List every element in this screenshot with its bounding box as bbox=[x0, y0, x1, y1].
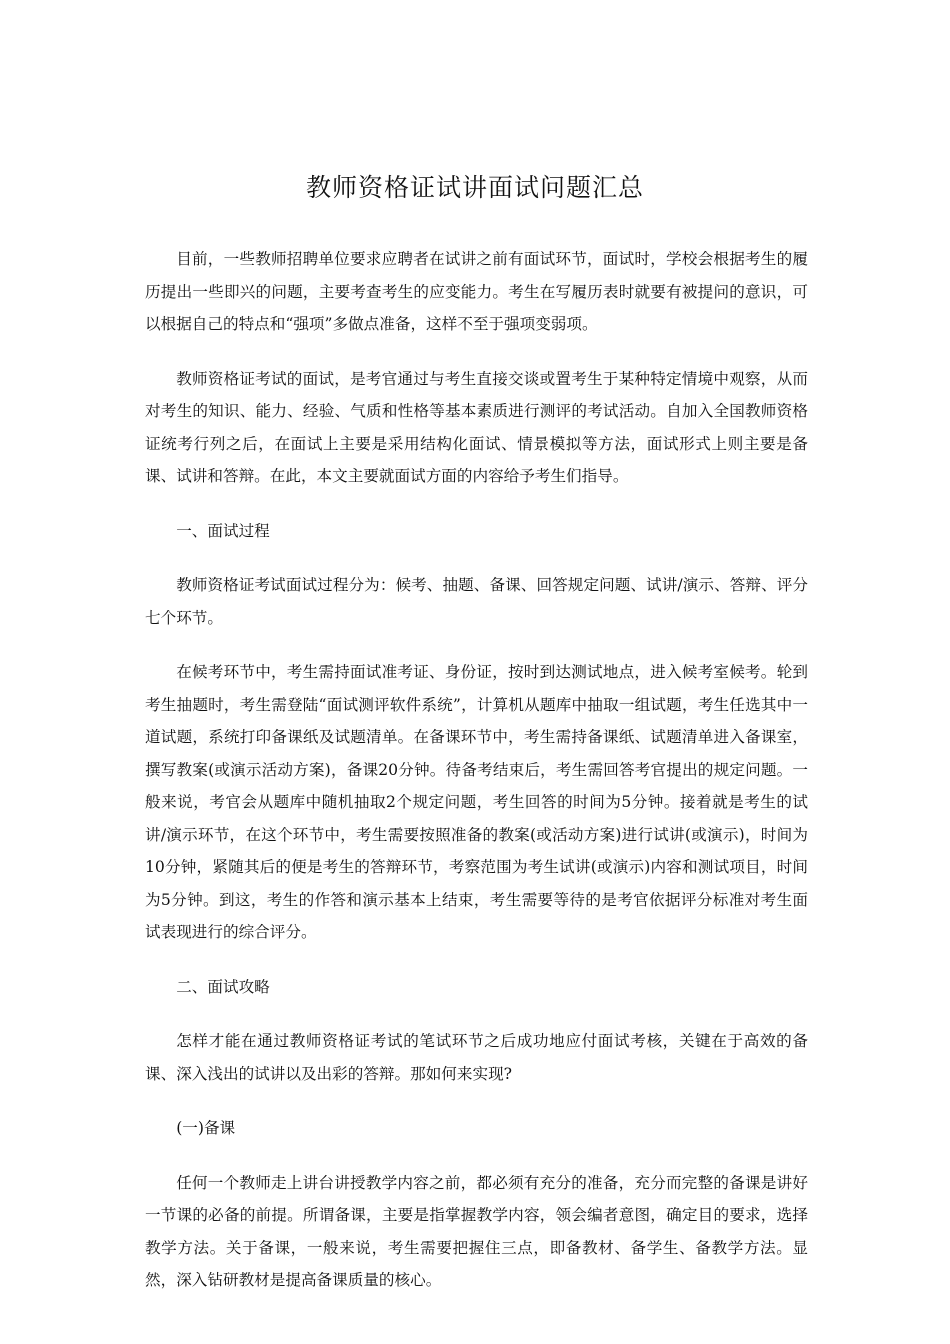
paragraph-intro: 目前，一些教师招聘单位要求应聘者在试讲之前有面试环节，面试时，学校会根据考生的履历提出一些即兴的问题，主要考查考生的应变能力。考生在写履历表时就要有被提问的意识，可以根据自己的特点和“强项”多做点准备，这样不至于强项变弱项。 bbox=[145, 250, 808, 333]
document-body bbox=[145, 243, 808, 1319]
paragraph-strategy-intro: 怎样才能在通过教师资格证考试的笔试环节之后成功地应付面试考核，关键在于高效的备课、深入浅出的试讲以及出彩的答辩。那如何来实现? bbox=[145, 1032, 808, 1083]
paragraph-preparation: 任何一个教师走上讲台讲授教学内容之前，都必须有充分的准备，充分而完整的备课是讲好一节课的必备的前提。所谓备课，主要是指掌握教学内容，领会编者意图，确定目的要求，选择教学方法。关于备课，一般来说，考生需要把握住三点，即备教材、备学生、备教学方法。显然，深入钻研教材是提高备课质量的核心。 bbox=[145, 1173, 808, 1289]
document-title: 教师资格证试讲面试问题汇总 bbox=[305, 173, 644, 202]
subsection-heading-preparation: (一)备课 bbox=[176, 1119, 236, 1137]
section-heading-process: 一、面试过程 bbox=[176, 521, 270, 540]
section-heading-strategy: 二、面试攻略 bbox=[176, 977, 270, 996]
paragraph-process-detail: 在候考环节中，考生需持面试准考证、身份证，按时到达测试地点，进入候考室候考。轮到考生抽题时，考生需登陆“面试测评软件系统”，计算机从题库中抽取一组试题，考生任选其中一道试题，系统打印备课纸及试题清单。在备课环节中，考生需持备课纸、试题清单进入备课室，撰写教案(或演示活动方案)，备课20分钟。待备考结束后，考生需回答考官提出的规定问题。一般来说，考官会从题库中随机抽取2个规定问题，考生回答的时间为5分钟。接着就是考生的试讲/演示环节，在这个环节中，考生需要按照准备的教案(或活动方案)进行试讲(或演示)，时间为10分钟，紧随其后的便是考生的答辩环节，考察范围为考生试讲(或演示)内容和测试项目，时间为5分钟。到这，考生的作答和演示基本上结束，考生需要等待的是考官依据评分标准对考生面试表现进行的综合评分。 bbox=[145, 663, 808, 941]
paragraph-process-steps: 教师资格证考试面试过程分为：候考、抽题、备课、回答规定问题、试讲/演示、答辩、评分七个环节。 bbox=[145, 576, 808, 627]
paragraph-interview-definition: 教师资格证考试的面试，是考官通过与考生直接交谈或置考生于某种特定情境中观察，从而对考生的知识、能力、经验、气质和性格等基本素质进行测评的考试活动。自加入全国教师资格证统考行列之后，在面试上主要是采用结构化面试、情景模拟等方法，面试形式上则主要是备课、试讲和答辩。在此，本文主要就面试方面的内容给予考生们指导。 bbox=[145, 369, 808, 485]
